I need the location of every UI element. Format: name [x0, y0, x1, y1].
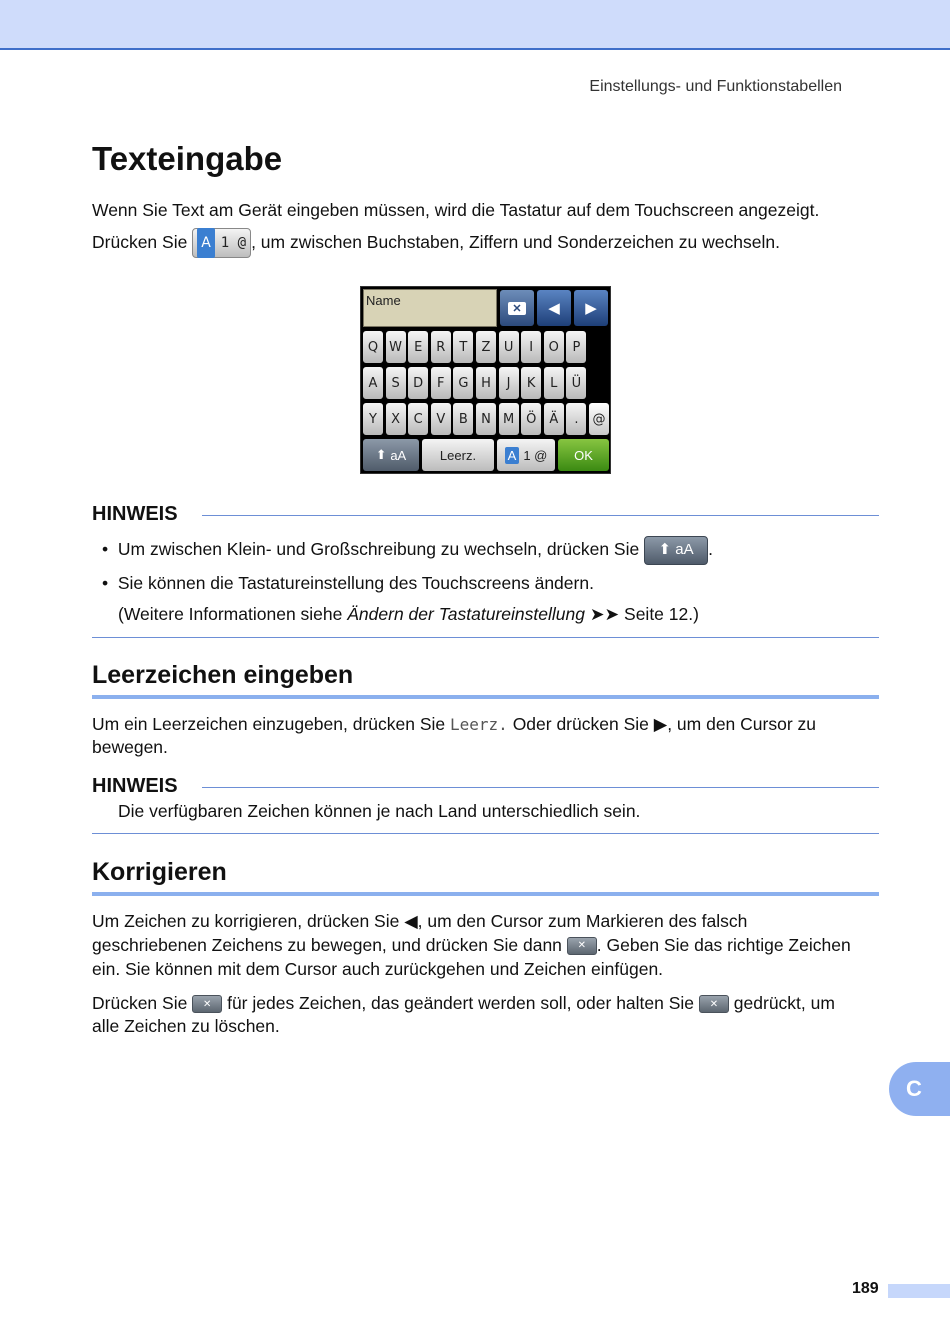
- note-2-text: Die verfügbaren Zeichen können je nach Land unterschiedlich sein.: [118, 801, 641, 821]
- key-row1-5: Z: [476, 331, 496, 363]
- correct-line-2-after: . Geben Sie das richtige Zeichen: [596, 935, 851, 955]
- key-row3-2: C: [408, 403, 428, 435]
- correct-paragraph-1: [92, 909, 882, 981]
- backspace-icon: ✕: [508, 302, 525, 315]
- shift-button-label: aA: [675, 541, 694, 559]
- key-row2-3: F: [431, 367, 451, 399]
- page-title: Texteingabe: [92, 140, 283, 177]
- intro-line-1: Wenn Sie Text am Gerät eingeben müssen, wird die Tastatur auf dem Touchscreen angezeigt.: [92, 200, 820, 220]
- name-field: Name: [363, 289, 497, 327]
- chapter-tab[interactable]: C: [889, 1062, 950, 1116]
- note-title-1: HINWEIS: [92, 503, 178, 525]
- correct-line-2-before: geschriebenen Zeichens zu bewegen, und drücken Sie dann: [92, 935, 562, 955]
- correct-p2-middle: für jedes Zeichen, das geändert werden soll, oder halten Sie: [227, 993, 695, 1013]
- note-bullet-2: [102, 573, 594, 594]
- ok-key: OK: [558, 439, 609, 471]
- section-title-space: Leerzeichen eingeben: [92, 661, 354, 689]
- key-row1-4: T: [453, 331, 473, 363]
- key-row2-6: J: [499, 367, 519, 399]
- key-row1-7: I: [521, 331, 541, 363]
- key-row3-6: M: [499, 403, 519, 435]
- intro-paragraph-2: [92, 228, 882, 258]
- space-key: Leerz.: [422, 439, 494, 471]
- shift-arrow-icon: ⬆: [658, 541, 672, 559]
- mode-key-a: A: [505, 447, 520, 464]
- key-row1-8: O: [544, 331, 564, 363]
- bullet-dot: •: [102, 539, 109, 559]
- note-end-divider-2: [92, 833, 879, 834]
- running-header: Einstellungs- und Funktionstabellen: [589, 78, 842, 95]
- bullet-dot: •: [102, 573, 109, 593]
- section-rule-correct: [92, 892, 879, 896]
- shift-label: aA: [390, 447, 407, 463]
- key-row3-10: @: [589, 403, 609, 435]
- bullet-1-end: .: [708, 539, 713, 559]
- note-divider-1: [202, 515, 879, 516]
- space-paragraph: [92, 713, 882, 759]
- note-end-divider-1: [92, 637, 879, 638]
- space-text-before: Um ein Leerzeichen einzugeben, drücken Sie: [92, 714, 446, 734]
- note-bullet-1: [102, 535, 713, 565]
- ref-before: (Weitere Informationen siehe: [118, 604, 343, 624]
- mode-key: [497, 439, 555, 471]
- correct-paragraph-2: [92, 992, 882, 1038]
- key-row3-4: B: [453, 403, 473, 435]
- space-key-mono: Leerz.: [450, 715, 508, 734]
- key-row2-2: D: [408, 367, 428, 399]
- intro-line-2-before: Drücken Sie: [92, 232, 188, 252]
- key-row1-1: W: [386, 331, 406, 363]
- key-row3-9: .: [566, 403, 586, 435]
- bullet-1-text: Um zwischen Klein- und Großschreibung zu wechseln, drücken Sie: [117, 539, 640, 559]
- key-row3-5: N: [476, 403, 496, 435]
- key-row1-3: R: [431, 331, 451, 363]
- cursor-left-key: [537, 290, 571, 326]
- correct-line-1: Um Zeichen zu korrigieren, drücken Sie ◀, um den Cursor zum Markieren des falsch: [92, 911, 748, 931]
- key-row2-9: Ü: [566, 367, 586, 399]
- key-row2-4: G: [453, 367, 473, 399]
- ref-after: Seite 12.): [624, 604, 699, 624]
- mode-key-rest: 1 @: [523, 447, 548, 463]
- key-row2-5: H: [476, 367, 496, 399]
- backspace-icon: ✕: [567, 937, 597, 955]
- key-row1-0: Q: [363, 331, 383, 363]
- note-title-2: HINWEIS: [92, 775, 178, 797]
- arrow-left-icon: ◀: [548, 300, 560, 317]
- shift-button-inline: [644, 536, 708, 565]
- key-row1-2: E: [408, 331, 428, 363]
- correct-p2-line-2: alle Zeichen zu löschen.: [92, 1016, 280, 1036]
- bullet-2-text: Sie können die Tastatureinstellung des Touchscreens ändern.: [117, 573, 594, 593]
- intro-paragraph: [92, 199, 882, 222]
- shift-key: [363, 439, 419, 471]
- key-row3-1: X: [386, 403, 406, 435]
- note-divider-2: [202, 787, 879, 788]
- arrow-right-icon: ▶: [585, 300, 597, 317]
- mode-switch-button-inline: [192, 228, 251, 258]
- mode-a-label: A: [197, 228, 215, 258]
- correct-line-3: ein. Sie können mit dem Cursor auch zurückgehen und Zeichen einfügen.: [92, 959, 664, 979]
- backspace-icon: ✕: [699, 995, 729, 1013]
- backspace-icon: ✕: [192, 995, 222, 1013]
- key-row2-7: K: [521, 367, 541, 399]
- footer-bar: [888, 1284, 950, 1298]
- header-band: [0, 0, 950, 50]
- delete-key: [500, 290, 534, 326]
- key-row3-0: Y: [363, 403, 383, 435]
- section-title-correct: Korrigieren: [92, 858, 227, 886]
- key-row3-8: Ä: [544, 403, 564, 435]
- section-rule-space: [92, 695, 879, 699]
- intro-line-2-after: , um zwischen Buchstaben, Ziffern und Sonderzeichen zu wechseln.: [251, 232, 780, 252]
- double-arrow-icon: ➤➤: [589, 604, 620, 624]
- key-row3-7: Ö: [521, 403, 541, 435]
- correct-p2-before: Drücken Sie: [92, 993, 188, 1013]
- key-row2-8: L: [544, 367, 564, 399]
- space-text-line-2: bewegen.: [92, 737, 168, 757]
- key-row2-0: A: [363, 367, 383, 399]
- key-row1-6: U: [499, 331, 519, 363]
- key-row3-3: V: [431, 403, 451, 435]
- ref-link-text[interactable]: Ändern der Tastatureinstellung: [347, 604, 585, 624]
- keyboard-screenshot: [360, 286, 611, 474]
- page-number: 189: [852, 1280, 879, 1297]
- key-row1-9: P: [566, 331, 586, 363]
- cursor-right-key: [574, 290, 608, 326]
- space-text-after: Oder drücken Sie ▶, um den Cursor zu: [512, 714, 816, 734]
- note-reference: [118, 604, 699, 625]
- key-row2-1: S: [386, 367, 406, 399]
- correct-p2-after: gedrückt, um: [733, 993, 835, 1013]
- shift-arrow-icon: ⬆: [375, 447, 387, 462]
- mode-rest-label: 1 @: [220, 235, 247, 252]
